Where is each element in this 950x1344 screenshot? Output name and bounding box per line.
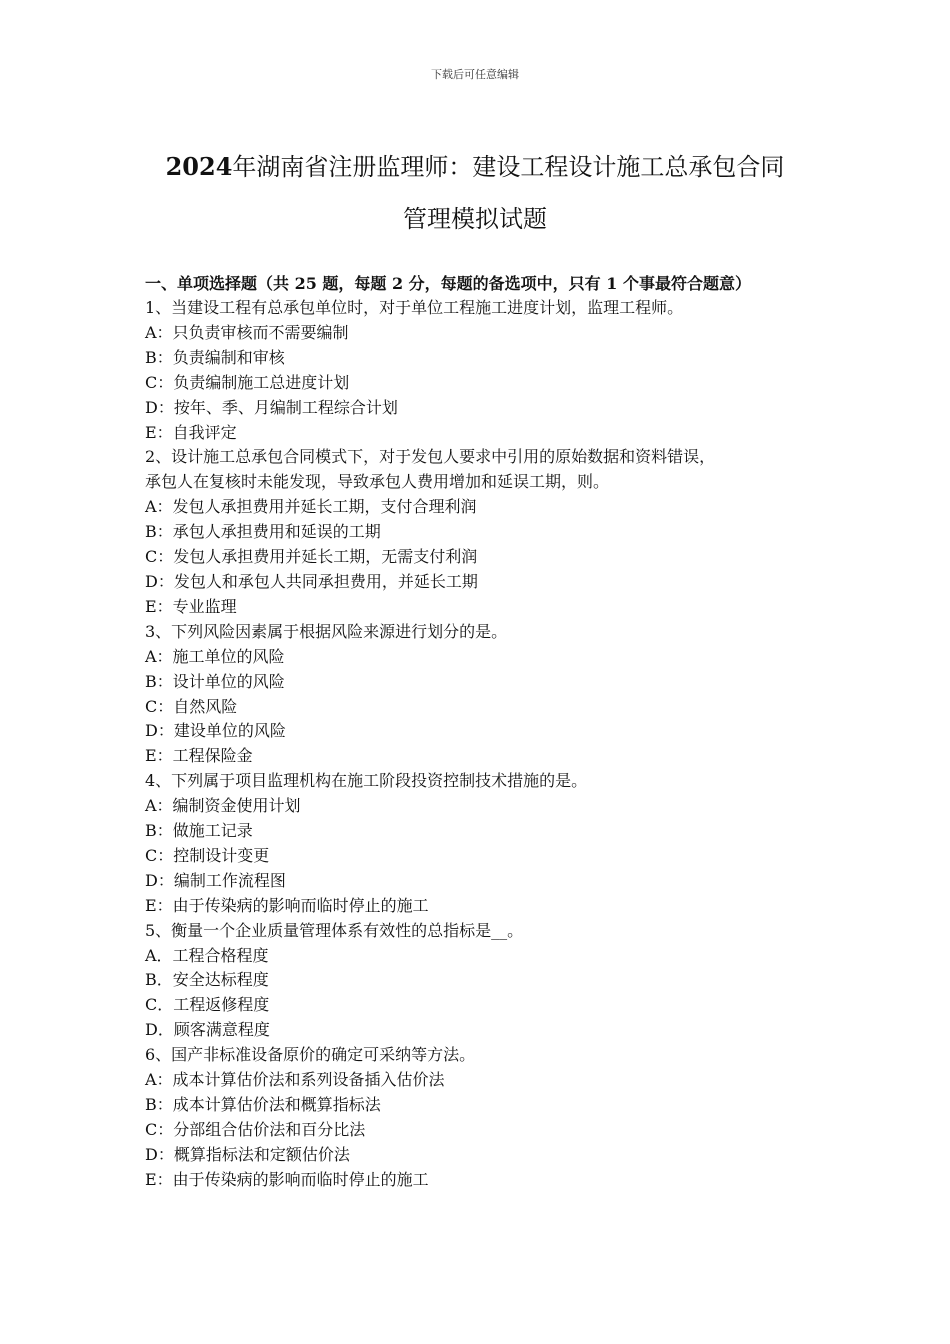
text-line: D：编制工作流程图 [145, 870, 286, 890]
section-heading: 一、单项选择题（共 25 题，每题 2 分，每题的备选项中，只有 1 个事最符合题意） [145, 274, 751, 293]
text-line: B．安全达标程度 [145, 970, 269, 990]
text-line: A：编制资金使用计划 [145, 796, 301, 816]
text-line: D：按年、季、月编制工程综合计划 [145, 397, 398, 417]
text-line: D：发包人和承包人共同承担费用，并延长工期 [145, 571, 478, 591]
question-text: 5、衡量一个企业质量管理体系有效性的总指标是__。 [145, 920, 524, 940]
text-line: E：由于传染病的影响而临时停止的施工 [145, 1169, 429, 1189]
text-line: E：专业监理 [145, 596, 237, 616]
text-line: A．工程合格程度 [145, 945, 269, 965]
text-line: C：负责编制施工总进度计划 [145, 372, 350, 392]
text-line: D．顾客满意程度 [145, 1020, 270, 1040]
text-line: C．工程返修程度 [145, 995, 270, 1015]
document-title [120, 141, 830, 245]
text-line: A：只负责审核而不需要编制 [145, 322, 349, 342]
title-year: 2024 [165, 152, 233, 181]
text-line: C：自然风险 [145, 696, 238, 716]
document-body [145, 272, 825, 1193]
text-line: E：自我评定 [145, 422, 237, 442]
text-line: 承包人在复核时未能发现，导致承包人费用增加和延误工期，则。 [145, 472, 610, 492]
text-line: D：建设单位的风险 [145, 721, 286, 741]
text-line: C：发包人承担费用并延长工期，无需支付利润 [145, 547, 478, 567]
text-line: A：成本计算估价法和系列设备插入估价法 [145, 1070, 445, 1090]
question-text: 1、当建设工程有总承包单位时，对于单位工程施工进度计划，监理工程师。 [145, 298, 684, 317]
question-text: 3、下列风险因素属于根据风险来源进行划分的是。 [145, 621, 508, 641]
text-line: B：成本计算估价法和概算指标法 [145, 1095, 381, 1114]
text-line: A：施工单位的风险 [145, 646, 285, 666]
title-line1: 年湖南省注册监理师：建设工程设计施工总承包合同 [232, 153, 785, 181]
text-line: B：承包人承担费用和延误的工期 [145, 522, 381, 542]
text-line: B：负责编制和审核 [145, 347, 285, 367]
text-line: D：概算指标法和定额估价法 [145, 1144, 350, 1164]
text-line: A：发包人承担费用并延长工期，支付合理利润 [145, 497, 477, 517]
question-text: 2、设计施工总承包合同模式下，对于发包人要求中引用的原始数据和资料错误， [145, 447, 716, 467]
text-line: C：分部组合估价法和百分比法 [145, 1119, 366, 1139]
text-line: B：设计单位的风险 [145, 671, 285, 691]
text-line: E：由于传染病的影响而临时停止的施工 [145, 895, 429, 915]
page-header-note: 下载后可任意编辑 [431, 68, 519, 81]
question-list [145, 296, 825, 1193]
title-line2: 管理模拟试题 [403, 205, 547, 233]
text-line: B：做施工记录 [145, 821, 253, 841]
text-line: C：控制设计变更 [145, 845, 270, 865]
text-line: E：工程保险金 [145, 746, 253, 766]
question-text: 4、下列属于项目监理机构在施工阶段投资控制技术措施的是。 [145, 771, 588, 791]
question-text: 6、国产非标准设备原价的确定可采纳等方法。 [145, 1045, 476, 1065]
